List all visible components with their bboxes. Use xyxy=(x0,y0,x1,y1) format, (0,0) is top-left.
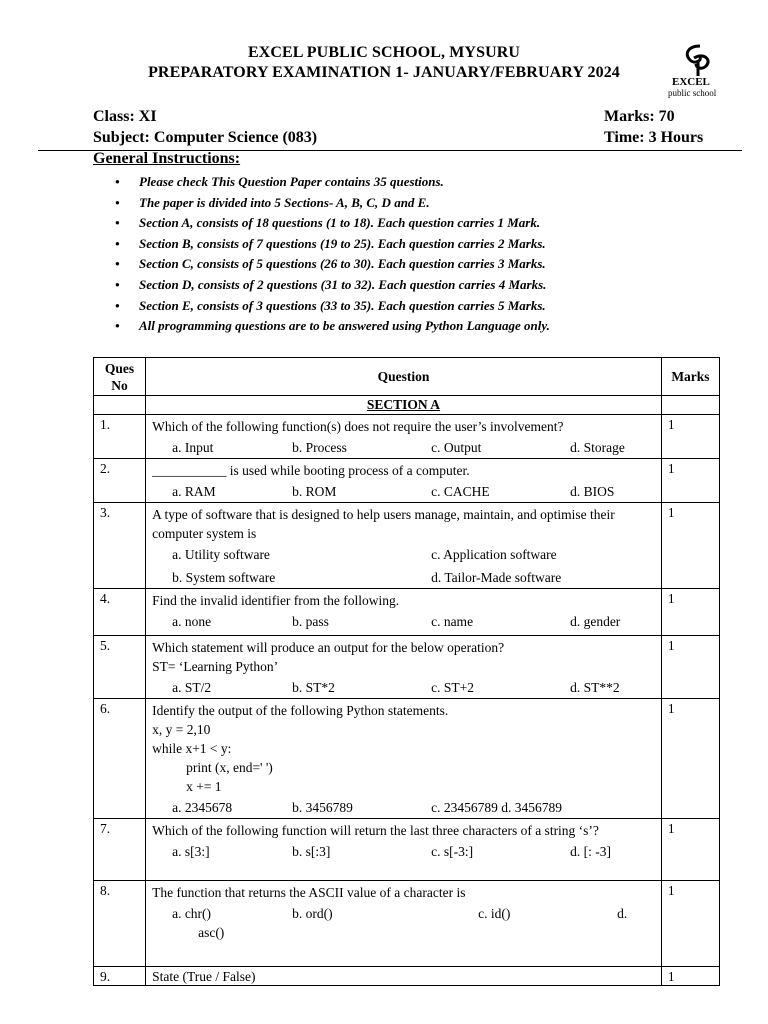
qno-header: Ques No xyxy=(94,358,146,396)
question-number: 9. xyxy=(94,967,146,986)
option-c: c. s[-3:] xyxy=(431,844,474,859)
question-cell xyxy=(146,881,662,967)
option-a: a. RAM xyxy=(172,484,216,499)
question-row xyxy=(94,636,720,699)
question-number: 5. xyxy=(94,636,146,699)
question-number: 4. xyxy=(94,589,146,636)
question-text: The function that returns the ASCII value of a character is xyxy=(152,885,466,900)
option-a: a. Input xyxy=(172,440,214,455)
question-row xyxy=(94,699,720,819)
option-b: b. s[:3] xyxy=(292,844,331,859)
option-d-text: asc() xyxy=(198,925,225,940)
option-c: c. name xyxy=(431,614,474,629)
option-a: a. chr() xyxy=(172,906,212,921)
option-cd: c. 23456789 d. 3456789 xyxy=(431,800,562,815)
question-marks: 1 xyxy=(661,636,719,699)
options xyxy=(152,543,661,566)
option-c: c. Output xyxy=(431,440,482,455)
option-d: d. [: -3] xyxy=(570,844,611,859)
option-a: a. Utility software xyxy=(172,547,270,562)
option-d: d. Tailor-Made software xyxy=(431,570,562,585)
instruction-item: ● Please check This Question Paper contains 35 questions. xyxy=(113,172,733,193)
marks-header: Marks xyxy=(661,358,719,396)
code-line: x += 1 xyxy=(186,779,222,794)
option-b: b. ROM xyxy=(292,484,337,499)
option-d: d. BIOS xyxy=(570,484,615,499)
question-text: Which of the following function(s) does not require the user’s involvement? xyxy=(152,419,564,434)
option-b: b. ST*2 xyxy=(292,680,335,695)
question-marks: 1 xyxy=(661,415,719,459)
option-d: d. Storage xyxy=(570,440,625,455)
options xyxy=(152,610,661,632)
option-b: b. 3456789 xyxy=(292,800,353,815)
code-line: x, y = 2,10 xyxy=(152,722,211,737)
question-text: Which statement will produce an output for the below operation? xyxy=(152,640,505,655)
instruction-item: ● The paper is divided into 5 Sections- A, B, C, D and E. xyxy=(113,193,733,214)
instruction-item: ● Section B, consists of 7 questions (19 to 25). Each question carries 2 Marks. xyxy=(113,234,733,255)
question-cell xyxy=(146,503,662,589)
instruction-item: ● Section E, consists of 3 questions (33 to 35). Each question carries 5 Marks. xyxy=(113,296,733,317)
option-d: d. xyxy=(617,906,628,921)
question-cell xyxy=(146,589,662,636)
section-title: SECTION A xyxy=(146,396,662,415)
question-row xyxy=(94,881,720,967)
option-b: b. Process xyxy=(292,440,347,455)
class-label: Class: XI xyxy=(93,108,157,125)
question-subtext: ST= ‘Learning Python’ xyxy=(152,659,279,674)
question-header: Question xyxy=(146,358,662,396)
options xyxy=(152,840,661,862)
question-row xyxy=(94,967,720,986)
options xyxy=(152,676,661,698)
question-row xyxy=(94,819,720,881)
question-marks: 1 xyxy=(661,967,719,986)
options xyxy=(152,480,661,502)
option-c: c. id() xyxy=(478,906,511,921)
question-marks: 1 xyxy=(661,459,719,503)
question-cell xyxy=(146,415,662,459)
question-number: 6. xyxy=(94,699,146,819)
instructions-list xyxy=(113,172,733,337)
question-marks: 1 xyxy=(661,503,719,589)
option-a: a. 2345678 xyxy=(172,800,233,815)
option-b: b. System software xyxy=(172,570,276,585)
question-marks: 1 xyxy=(661,881,719,967)
logo-mark-icon xyxy=(660,42,740,78)
question-cell xyxy=(146,636,662,699)
question-row xyxy=(94,503,720,589)
options xyxy=(152,902,661,923)
school-logo xyxy=(660,42,740,102)
question-text: A type of software that is designed to help users manage, maintain, and optimise their computer system is xyxy=(152,507,615,541)
table-header-row xyxy=(94,358,720,396)
question-number: 1. xyxy=(94,415,146,459)
school-name: EXCEL PUBLIC SCHOOL, MYSURU xyxy=(247,44,521,61)
question-row xyxy=(94,459,720,503)
logo-brand: EXCEL xyxy=(672,76,710,88)
question-number: 2. xyxy=(94,459,146,503)
option-d: d. gender xyxy=(570,614,621,629)
question-marks: 1 xyxy=(661,819,719,881)
option-c: c. ST+2 xyxy=(431,680,474,695)
options xyxy=(152,796,661,818)
instruction-item: ● Section D, consists of 2 questions (31 to 32). Each question carries 4 Marks. xyxy=(113,275,733,296)
question-text: Identify the output of the following Python statements. xyxy=(152,703,449,718)
time-label: Time: 3 Hours xyxy=(604,129,704,146)
question-text: Find the invalid identifier from the following. xyxy=(152,593,400,608)
option-b: b. ord() xyxy=(292,906,333,921)
question-row xyxy=(94,589,720,636)
question-row xyxy=(94,415,720,459)
instruction-item: ● All programming questions are to be answered using Python Language only. xyxy=(113,316,733,337)
logo-sub: public school xyxy=(668,88,717,98)
marks-label: Marks: 70 xyxy=(604,108,675,125)
option-a: a. s[3:] xyxy=(172,844,210,859)
question-marks: 1 xyxy=(661,589,719,636)
instruction-item: ● Section A, consists of 18 questions (1 to 18). Each question carries 1 Mark. xyxy=(113,213,733,234)
code-line: while x+1 < y: xyxy=(152,741,232,756)
subject-label: Subject: Computer Science (083) xyxy=(93,129,318,146)
instruction-item: ● Section C, consists of 5 questions (26 to 30). Each question carries 3 Marks. xyxy=(113,254,733,275)
option-c: c. CACHE xyxy=(431,484,490,499)
option-a: a. none xyxy=(172,614,212,629)
option-c: c. Application software xyxy=(431,547,557,562)
question-cell xyxy=(146,819,662,881)
question-number: 3. xyxy=(94,503,146,589)
question-table xyxy=(93,357,720,986)
option-a: a. ST/2 xyxy=(172,680,212,695)
code-line: print (x, end=' ') xyxy=(186,760,273,775)
question-cell xyxy=(146,699,662,819)
exam-title: PREPARATORY EXAMINATION 1- JANUARY/FEBRUARY 2024 xyxy=(148,64,620,81)
question-cell xyxy=(146,459,662,503)
options xyxy=(152,566,661,588)
question-number: 8. xyxy=(94,881,146,967)
instructions-title: General Instructions: xyxy=(93,150,241,167)
question-text: State (True / False) xyxy=(146,967,662,986)
option-b: b. pass xyxy=(292,614,329,629)
question-text: ___________ is used while booting process of a computer. xyxy=(152,463,470,478)
option-d: d. ST**2 xyxy=(570,680,620,695)
section-row xyxy=(94,396,720,415)
question-marks: 1 xyxy=(661,699,719,819)
options xyxy=(152,436,661,458)
question-text: Which of the following function will return the last three characters of a string ‘s’? xyxy=(152,823,599,838)
question-number: 7. xyxy=(94,819,146,881)
